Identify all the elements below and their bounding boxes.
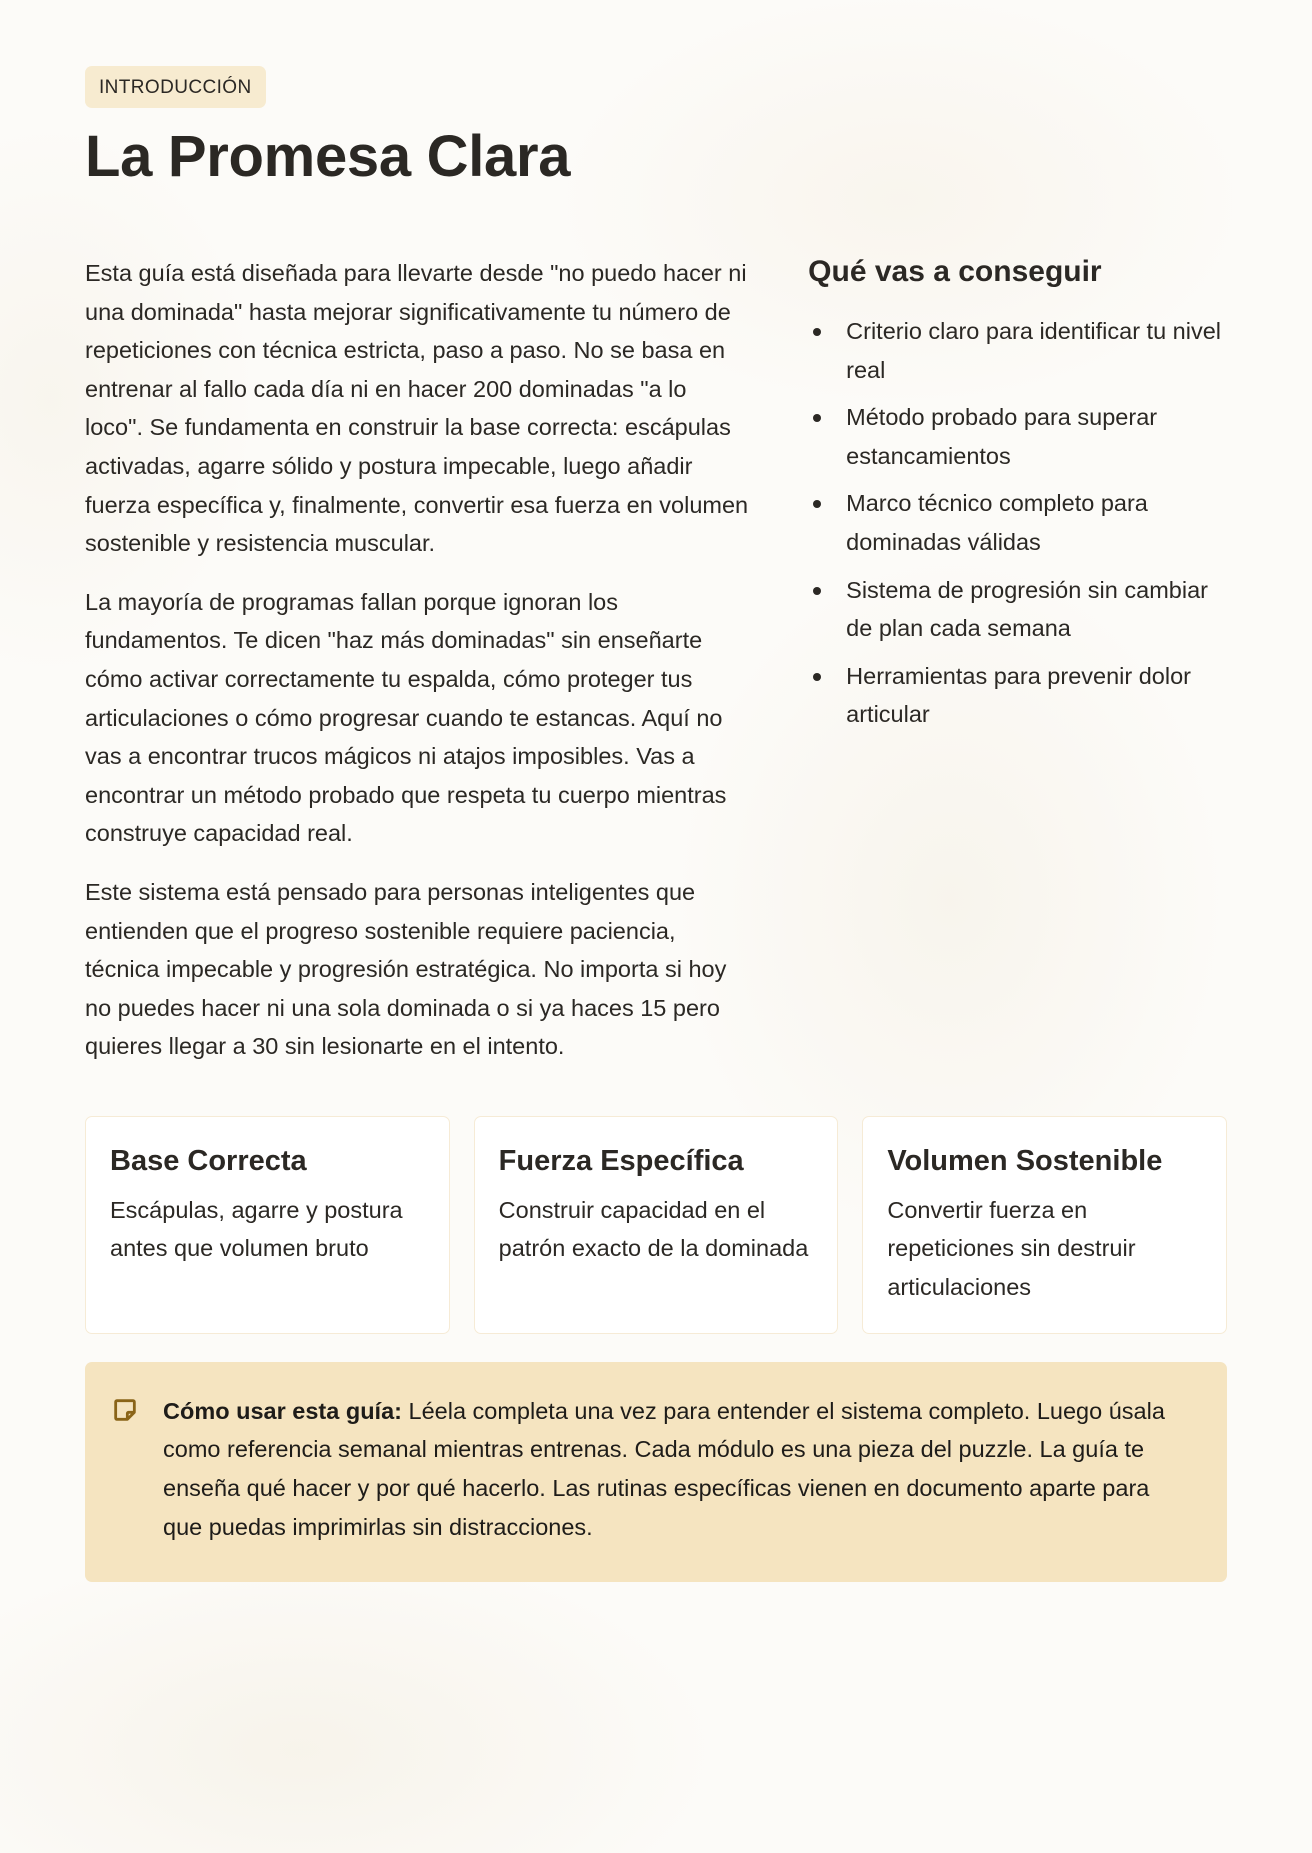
intro-paragraph: Este sistema está pensado para personas inteligentes que entienden que el progreso sostenible requiere paciencia, técnica impecable y progresión estratégica. No importa si hoy no puedes hacer ni una sola dominada o si ya haces 15 pero quieres llegar a 30 sin lesionarte en el intento.	[85, 878, 727, 1060]
pillar-cards	[85, 1116, 1227, 1334]
sticky-note-icon	[111, 1396, 139, 1424]
content-columns	[85, 254, 1227, 1086]
page-title: La Promesa Clara	[85, 124, 571, 189]
card-fuerza-especifica	[474, 1116, 839, 1334]
intro-text	[85, 254, 748, 1086]
usage-note	[85, 1362, 1227, 1582]
note-body: Léela completa una vez para entender el sistema completo. Luego úsala como referencia semanal mientras entrenas. Cada módulo es una pieza del puzzle. La guía te enseña qué hacer y por qué hacerlo. Las rutinas específicas vienen en documento aparte para que puedas imprimirlas sin distracciones.	[163, 1397, 1165, 1540]
card-title: Volumen Sostenible	[887, 1144, 1163, 1177]
goal-item: Método probado para superar estancamientos	[808, 398, 1227, 475]
note-text	[163, 1392, 1177, 1546]
intro-paragraph: La mayoría de programas fallan porque ignoran los fundamentos. Te dicen "haz más dominadas" sin enseñarte cómo activar correctamente tu espalda, cómo proteger tus articulaciones o cómo progresar cuando te estancas. Aquí no vas a encontrar trucos mágicos ni atajos imposibles. Vas a encontrar un método probado que respeta tu cuerpo mientras construye capacidad real.	[85, 588, 727, 847]
card-title: Base Correcta	[110, 1144, 307, 1177]
goal-item: Criterio claro para identificar tu nivel real	[808, 312, 1227, 389]
goals-panel	[808, 254, 1227, 1086]
card-text: Escápulas, agarre y postura antes que volumen bruto	[110, 1196, 403, 1262]
card-base-correcta	[85, 1116, 450, 1334]
intro-paragraph: Esta guía está diseñada para llevarte desde "no puedo hacer ni una dominada" hasta mejorar significativamente tu número de repeticiones con técnica estricta, paso a paso. No se basa en entrenar al fallo cada día ni en hacer 200 dominadas "a lo loco". Se fundamenta en construir la base correcta: escápulas activadas, agarre sólido y postura impecable, luego añadir fuerza específica y, finalmente, convertir esa fuerza en volumen sostenible y resistencia muscular.	[85, 260, 749, 557]
goal-item: Herramientas para prevenir dolor articular	[808, 657, 1227, 734]
goal-item: Marco técnico completo para dominadas válidas	[808, 484, 1227, 561]
goals-title: Qué vas a conseguir	[808, 255, 1102, 288]
goal-item: Sistema de progresión sin cambiar de plan cada semana	[808, 571, 1227, 648]
goals-list	[808, 312, 1227, 734]
card-title: Fuerza Específica	[498, 1144, 744, 1177]
section-tag: INTRODUCCIÓN	[85, 66, 266, 108]
card-volumen-sostenible	[862, 1116, 1227, 1334]
card-text: Convertir fuerza en repeticiones sin destruir articulaciones	[887, 1196, 1136, 1301]
card-text: Construir capacidad en el patrón exacto de la dominada	[498, 1196, 809, 1262]
note-label: Cómo usar esta guía:	[163, 1397, 402, 1424]
